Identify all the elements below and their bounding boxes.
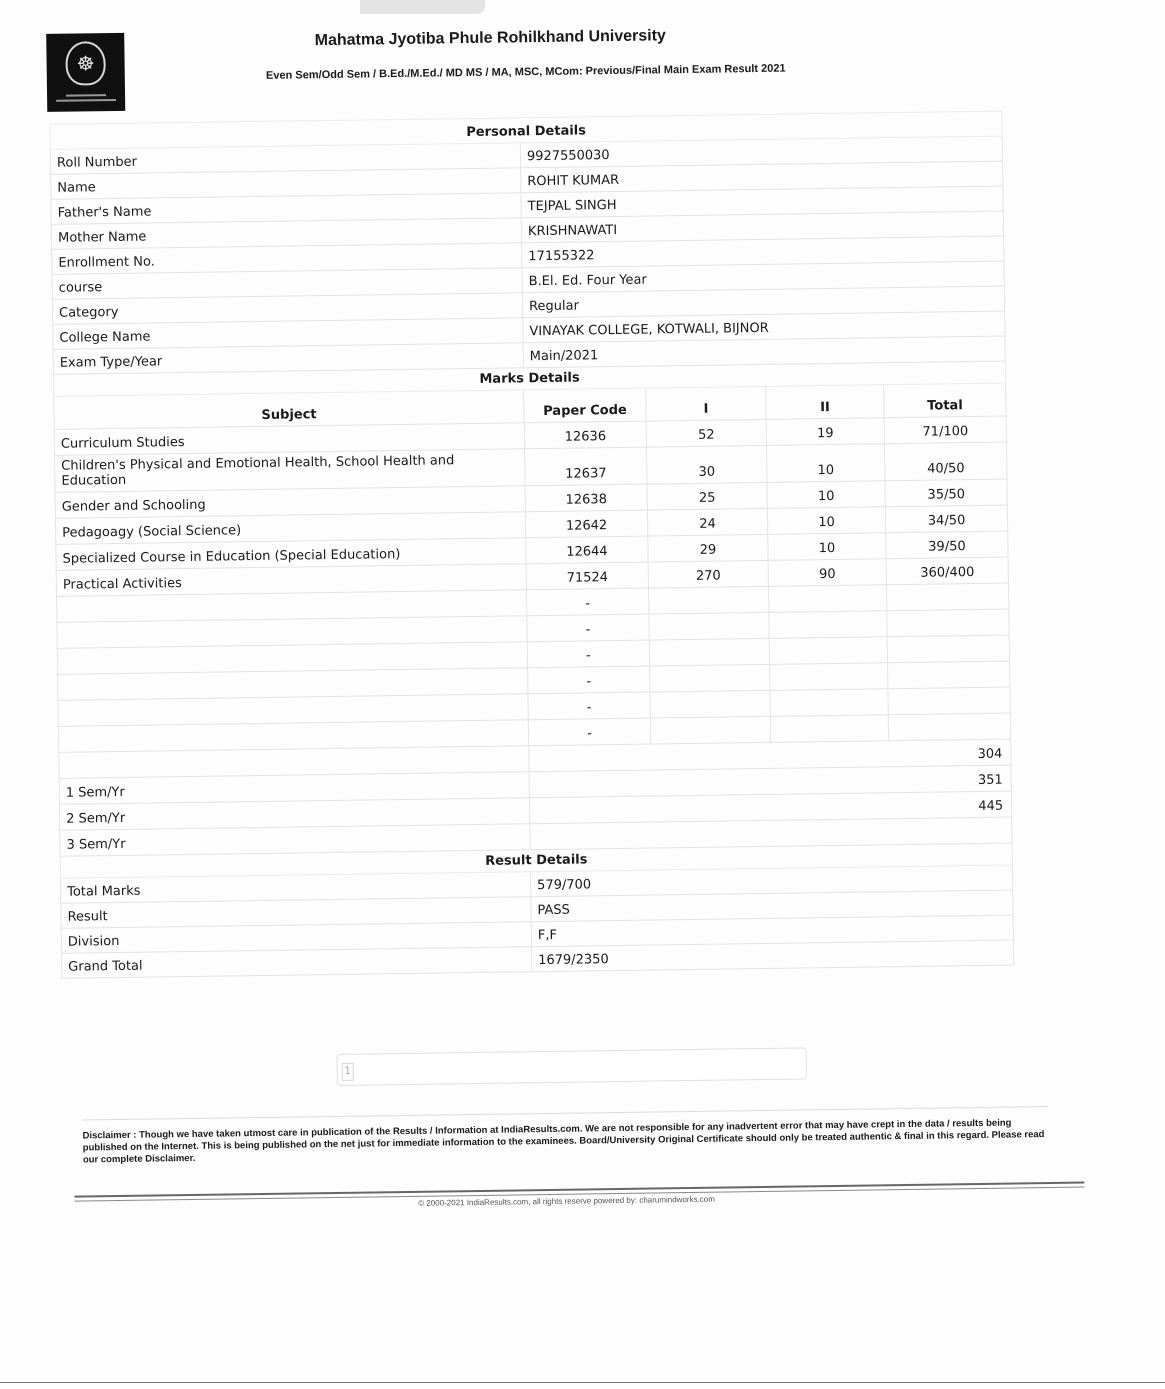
- university-logo: [46, 33, 125, 112]
- disclaimer-text: Disclaimer : Though we have taken utmost care in publication of the Results / Information at IndiaResults.com. We are not responsible for any inadvertent error that may have crept in the data / results being published on the Internet. This is being published on the net just for immediate information to the examinees. Board/University Original Certificate should only be treated authentic & final in this regard. Please read our complete Disclaimer.: [82, 1106, 1049, 1166]
- part-i-cell: 30: [647, 445, 768, 484]
- paper-code-cell: 71524: [526, 562, 648, 590]
- personal-value: TEJPAL SINGH: [521, 186, 1003, 218]
- part-i-cell: [650, 716, 770, 744]
- subject-cell: Specialized Course in Education (Special Education): [56, 538, 526, 571]
- result-table: [49, 111, 1014, 979]
- personal-value: 17155322: [522, 236, 1004, 268]
- part-i-cell: [648, 586, 768, 614]
- part-i-cell: 29: [648, 534, 768, 562]
- personal-label: College Name: [53, 318, 523, 350]
- semester-total: 351: [529, 765, 1011, 798]
- logo-script-lines: [54, 90, 118, 104]
- part-ii-cell: 90: [768, 559, 886, 587]
- copyright-text: © 2000-2021 IndiaResults.com, all rights reserve powered by: charumindworks.com: [418, 1194, 715, 1208]
- total-cell: [888, 713, 1010, 741]
- part-i-cell: 52: [646, 419, 766, 447]
- semester-label: 3 Sem/Yr: [60, 824, 530, 857]
- subject-cell: Pedagoagy (Social Science): [55, 512, 525, 545]
- result-label: Total Marks: [60, 872, 530, 904]
- paper-code-cell: 12638: [525, 484, 647, 512]
- part-i-cell: [649, 612, 769, 640]
- total-cell: [888, 687, 1010, 715]
- part-ii-cell: [770, 689, 888, 717]
- part-ii-cell: 10: [767, 507, 885, 535]
- part-ii-cell: 10: [767, 444, 886, 483]
- personal-label: Exam Type/Year: [53, 343, 523, 375]
- total-cell: [886, 583, 1008, 611]
- semester-total: 445: [529, 791, 1011, 824]
- part-ii-cell: [770, 663, 888, 691]
- total-cell: 39/50: [886, 531, 1008, 559]
- paper-code-cell: -: [528, 692, 650, 720]
- scan-bottom-edge: [0, 1382, 1165, 1383]
- total-cell: [888, 661, 1010, 689]
- total-cell: 360/400: [886, 557, 1008, 585]
- personal-value: Main/2021: [523, 336, 1005, 368]
- paper-code-cell: -: [527, 640, 649, 668]
- scan-edge-tab: [360, 0, 485, 14]
- paper-code-cell: 12636: [524, 421, 646, 449]
- result-value: 579/700: [530, 865, 1012, 897]
- personal-value: ROHIT KUMAR: [521, 161, 1003, 193]
- subject-header: Subject: [54, 390, 524, 430]
- part-ii-cell: [770, 715, 888, 743]
- part-i-cell: [650, 664, 770, 692]
- result-label: Result: [61, 897, 531, 929]
- part-ii-cell: 19: [766, 418, 884, 446]
- part-i-cell: [650, 690, 770, 718]
- part-ii-cell: [768, 585, 886, 613]
- result-value: PASS: [531, 890, 1013, 922]
- personal-label: course: [52, 268, 522, 300]
- result-value: F,F: [531, 915, 1013, 947]
- result-value: 1679/2350: [531, 940, 1013, 972]
- exam-title: Even Sem/Odd Sem / B.Ed./M.Ed./ MD MS / MA, MSC, MCom: Previous/Final Main Exam Result 2021: [265, 62, 786, 82]
- personal-label: Name: [51, 168, 521, 200]
- personal-details: [50, 136, 1005, 374]
- page-1-link[interactable]: 1: [342, 1063, 354, 1081]
- part-ii-cell: 10: [768, 533, 886, 561]
- part-ii-cell: [769, 611, 887, 639]
- paper-code-cell: 12637: [525, 447, 648, 486]
- total-cell: 71/100: [884, 416, 1006, 444]
- marks-section-header: Marks Details: [53, 361, 1005, 396]
- total-cell: 35/50: [885, 479, 1007, 507]
- semester-label: 2 Sem/Yr: [59, 798, 529, 831]
- part-ii-cell: [769, 637, 887, 665]
- paper-code-cell: -: [528, 666, 650, 694]
- personal-section-header: Personal Details: [50, 111, 1002, 149]
- wheel-emblem-icon: ☸: [65, 41, 106, 86]
- part-ii-header: II: [766, 385, 884, 420]
- total-cell: [887, 635, 1009, 663]
- subject-cell: Curriculum Studies: [54, 423, 524, 456]
- result-details: [60, 865, 1013, 978]
- part-i-cell: 270: [648, 560, 768, 588]
- subject-cell: Practical Activities: [56, 564, 526, 597]
- semester-label: 1 Sem/Yr: [59, 772, 529, 805]
- paper-code-cell: 12644: [526, 536, 648, 564]
- personal-label: Mother Name: [51, 218, 521, 250]
- marks-details: [54, 416, 1010, 752]
- part-i-header: I: [646, 386, 766, 421]
- personal-label: Enrollment No.: [52, 243, 522, 275]
- semester-total: 304: [529, 739, 1011, 772]
- part-i-cell: [649, 638, 769, 666]
- personal-value: VINAYAK COLLEGE, KOTWALI, BIJNOR: [523, 311, 1005, 343]
- part-i-cell: 25: [647, 482, 767, 510]
- pagination-bar: [336, 1047, 806, 1086]
- personal-label: Category: [52, 293, 522, 325]
- personal-value: 9927550030: [520, 136, 1002, 168]
- part-ii-cell: 10: [767, 481, 885, 509]
- personal-value: KRISHNAWATI: [521, 211, 1003, 243]
- result-label: Grand Total: [62, 947, 532, 979]
- total-header: Total: [884, 383, 1006, 418]
- university-name: Mahatma Jyotiba Phule Rohilkhand University: [314, 27, 666, 50]
- total-cell: 40/50: [884, 442, 1007, 481]
- paper-code-cell: -: [528, 718, 650, 746]
- personal-label: Roll Number: [50, 143, 520, 175]
- part-i-cell: 24: [647, 508, 767, 536]
- paper-code-header: Paper Code: [524, 388, 646, 423]
- personal-value: Regular: [522, 286, 1004, 318]
- result-page: [40, 6, 1045, 1208]
- paper-code-cell: 12642: [525, 510, 647, 538]
- total-cell: [887, 609, 1009, 637]
- semester-totals: [59, 739, 1012, 856]
- total-cell: 34/50: [885, 505, 1007, 533]
- personal-value: B.El. Ed. Four Year: [522, 261, 1004, 293]
- result-section-header: Result Details: [60, 843, 1012, 878]
- result-label: Division: [61, 922, 531, 954]
- subject-cell: Gender and Schooling: [55, 486, 525, 519]
- paper-code-cell: -: [527, 614, 649, 642]
- personal-label: Father's Name: [51, 193, 521, 225]
- paper-code-cell: -: [527, 588, 649, 616]
- subject-cell: Children's Physical and Emotional Health, School Health and Education: [55, 449, 525, 493]
